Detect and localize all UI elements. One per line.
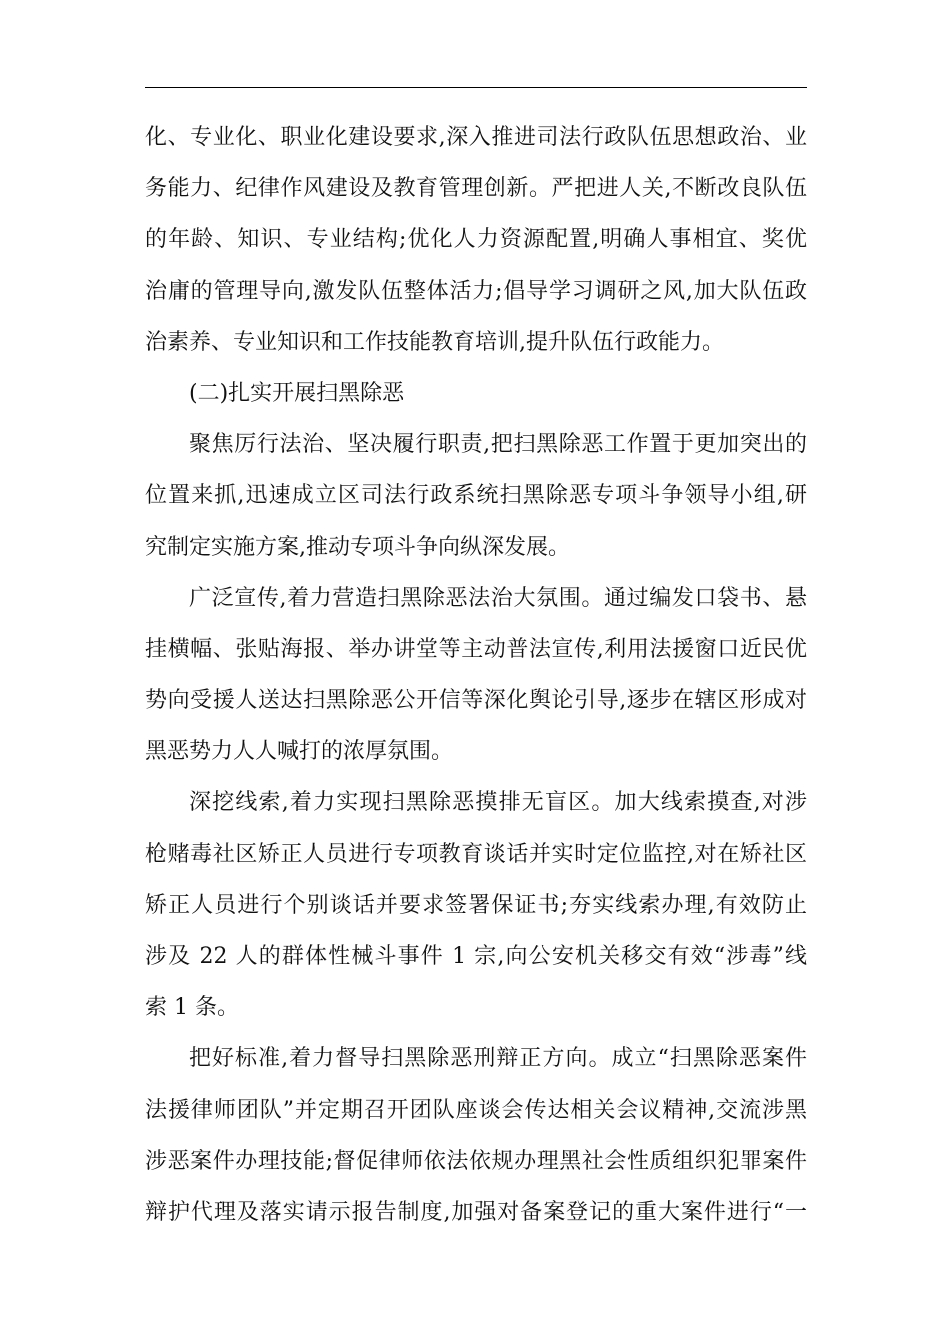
text-line: 矫正人员进行个别谈话并要求签署保证书;夯实线索办理,有效防止 bbox=[145, 892, 807, 918]
section-heading-text: (二)扎实开展扫黑除恶 bbox=[189, 380, 405, 406]
paragraph-2 bbox=[145, 419, 807, 573]
text-line: 治庸的管理导向,激发队伍整体活力;倡导学习调研之风,加大队伍政 bbox=[145, 278, 807, 304]
text-line: 挂横幅、张贴海报、举办讲堂等主动普法宣传,利用法援窗口近民优 bbox=[145, 636, 807, 662]
text-line: 把好标准,着力督导扫黑除恶刑辩正方向。成立“扫黑除恶案件 bbox=[189, 1046, 807, 1072]
paragraph-5 bbox=[145, 1033, 807, 1238]
text-line: 化、专业化、职业化建设要求,深入推进司法行政队伍思想政治、业 bbox=[145, 125, 807, 150]
text-line: 究制定实施方案,推动专项斗争向纵深发展。 bbox=[145, 534, 570, 560]
text-line: 位置来抓,迅速成立区司法行政系统扫黑除恶专项斗争领导小组,研 bbox=[145, 483, 807, 509]
text-line: 涉及 22 人的群体性械斗事件 1 宗,向公安机关移交有效“涉毒”线 bbox=[145, 944, 807, 969]
text-line: 涉恶案件办理技能;督促律师依法依规办理黑社会性质组织犯罪案件 bbox=[145, 1148, 807, 1174]
text-line: 黑恶势力人人喊打的浓厚氛围。 bbox=[145, 739, 454, 765]
text-line: 索 1 条。 bbox=[145, 995, 239, 1021]
text-line: 枪赌毒社区矫正人员进行专项教育谈话并实时定位监控,对在矫社区 bbox=[145, 841, 807, 867]
text-line: 务能力、纪律作风建设及教育管理创新。严把进人关,不断改良队伍 bbox=[145, 176, 807, 202]
text-line: 势向受援人送达扫黑除恶公开信等深化舆论引导,逐步在辖区形成对 bbox=[145, 688, 807, 714]
text-line: 聚焦厉行法治、坚决履行职责,把扫黑除恶工作置于更加突出的 bbox=[189, 432, 807, 458]
header-rule bbox=[145, 87, 807, 88]
text-line: 广泛宣传,着力营造扫黑除恶法治大氛围。通过编发口袋书、悬 bbox=[189, 585, 807, 611]
document-body bbox=[145, 112, 807, 1238]
text-line: 的年龄、知识、专业结构;优化人力资源配置,明确人事相宜、奖优 bbox=[145, 227, 807, 253]
text-line: 法援律师团队”并定期召开团队座谈会传达相关会议精神,交流涉黑 bbox=[145, 1097, 807, 1123]
paragraph-4 bbox=[145, 777, 807, 1033]
section-heading bbox=[145, 368, 807, 419]
paragraph-1 bbox=[145, 112, 807, 368]
text-line: 辩护代理及落实请示报告制度,加强对备案登记的重大案件进行“一 bbox=[145, 1199, 807, 1225]
text-line: 深挖线索,着力实现扫黑除恶摸排无盲区。加大线索摸查,对涉 bbox=[189, 790, 807, 816]
paragraph-3 bbox=[145, 573, 807, 778]
text-line: 治素养、专业知识和工作技能教育培训,提升队伍行政能力。 bbox=[145, 329, 724, 355]
